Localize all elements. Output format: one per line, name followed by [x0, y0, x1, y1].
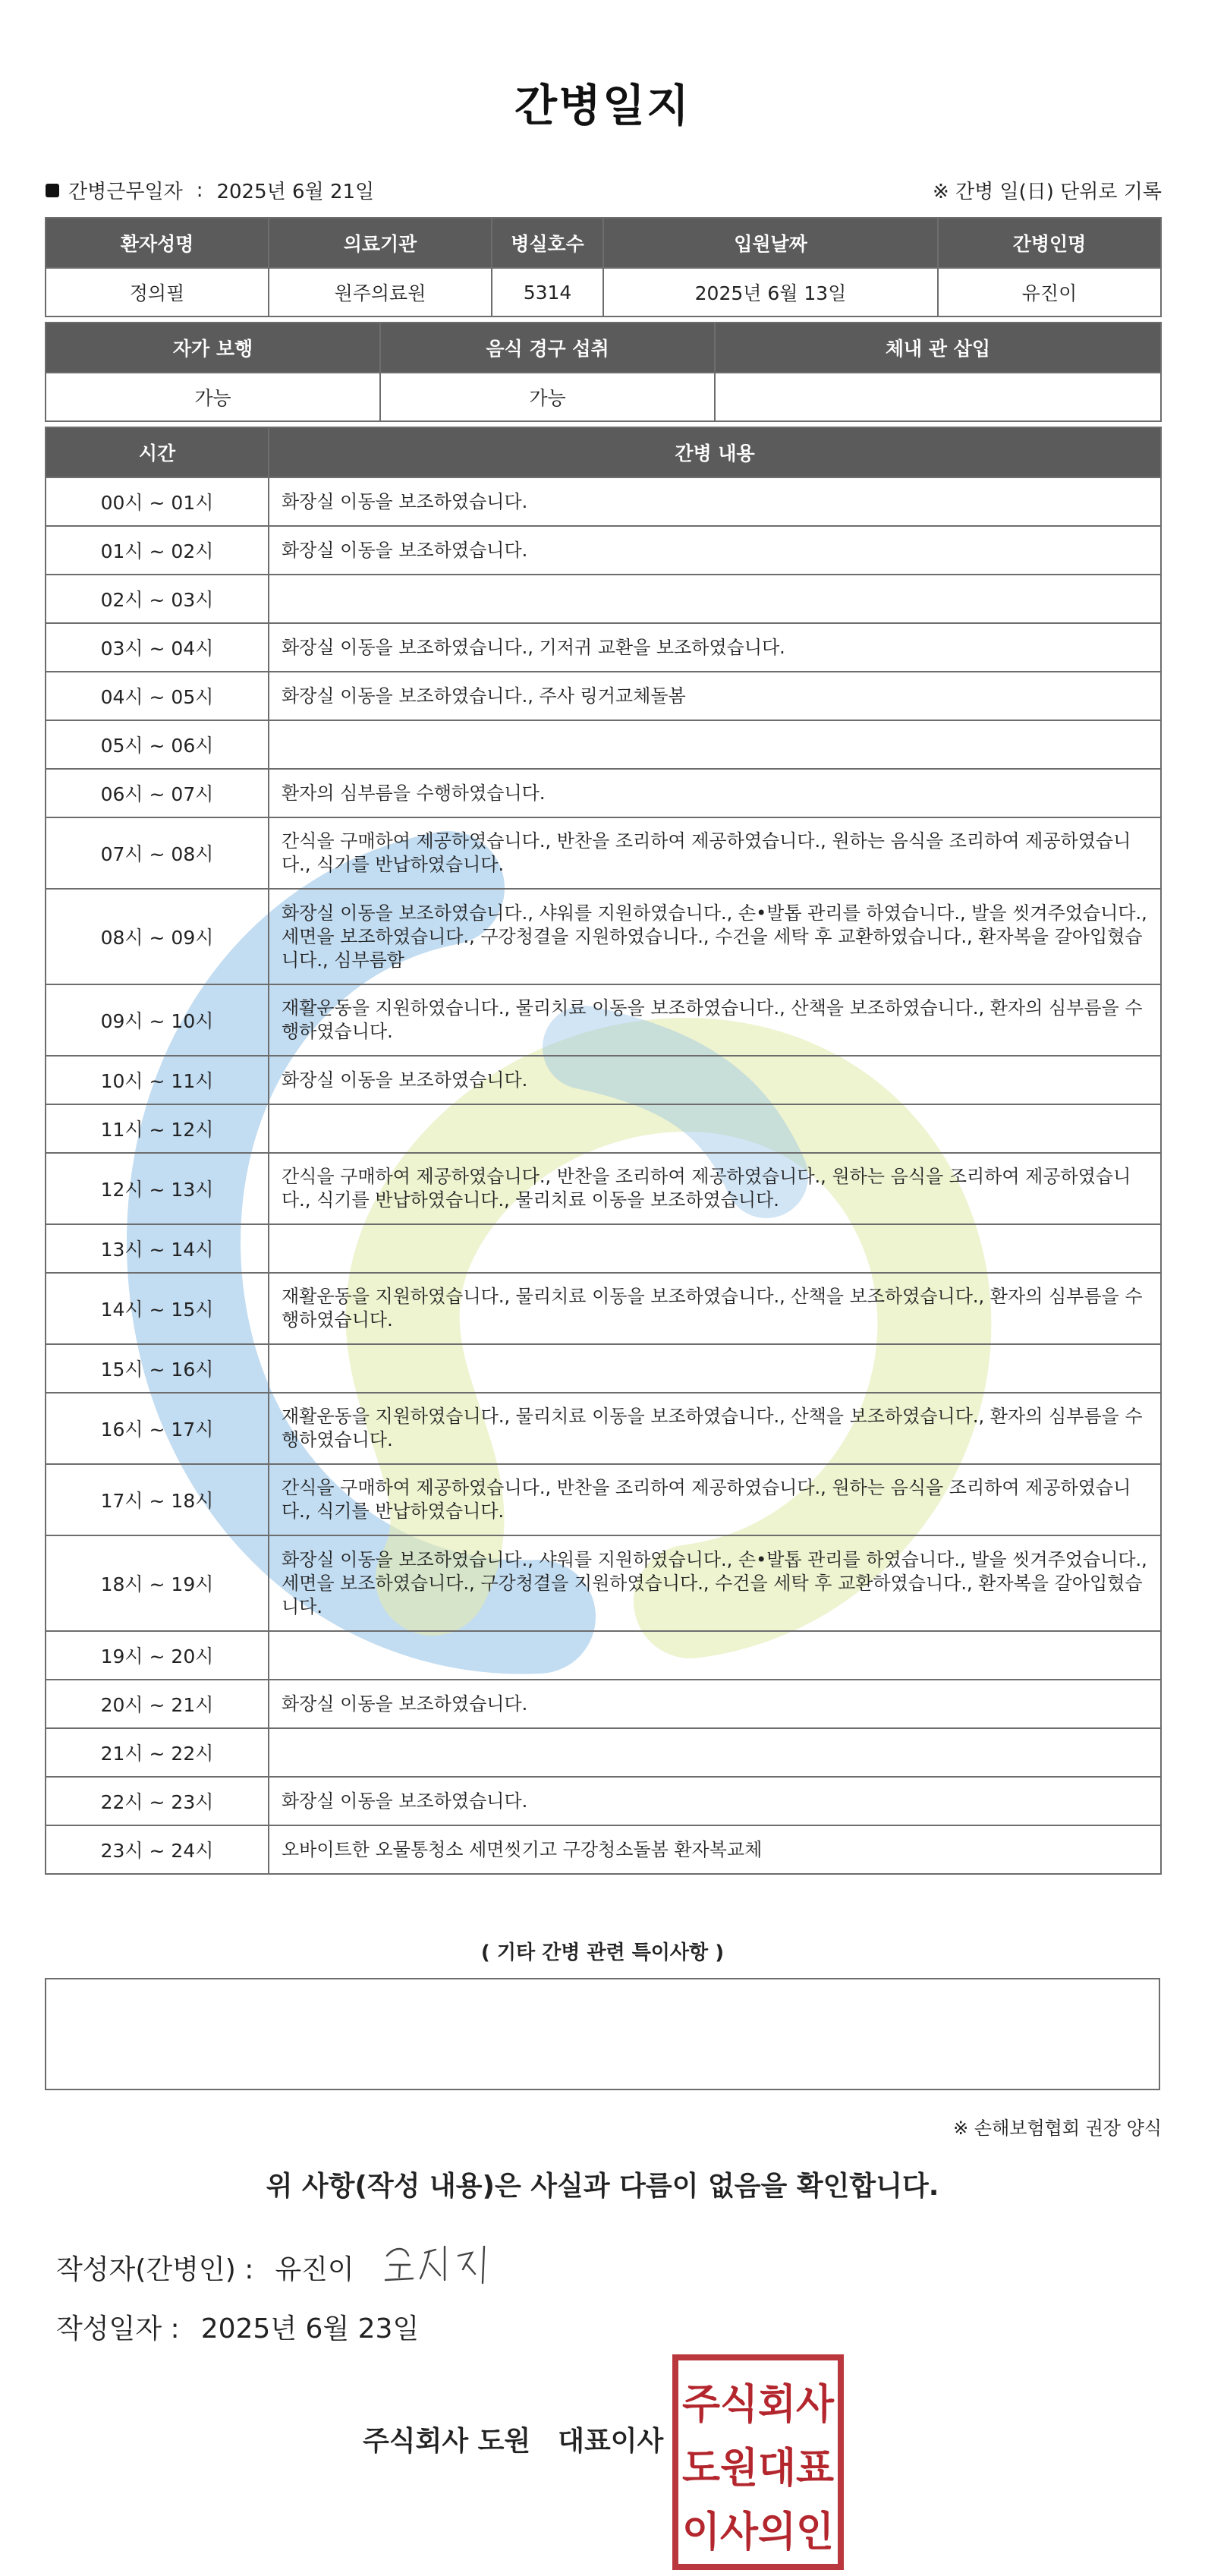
written-date-line	[56, 2307, 419, 2346]
patient-status-value-row	[46, 373, 1161, 421]
care-log-note	[269, 1631, 1161, 1680]
header-patient-name: 환자성명	[46, 218, 269, 268]
confirmation-statement: 위 사항(작성 내용)은 사실과 다름이 없음을 확인합니다.	[266, 2171, 939, 2202]
care-log-time: 02시 ~ 03시	[46, 575, 269, 623]
care-log-note	[269, 1104, 1161, 1153]
handwritten-signature	[379, 2233, 508, 2294]
care-log-note: 환자의 심부름을 수행하였습니다.	[269, 769, 1161, 817]
care-log-time: 21시 ~ 22시	[46, 1728, 269, 1777]
care-log-note	[269, 1344, 1161, 1393]
care-log-row	[46, 1393, 1161, 1464]
header-tube-insertion: 체내 관 삽입	[715, 323, 1161, 373]
care-log-row	[46, 1056, 1161, 1104]
writer-name: 유진이	[275, 2254, 354, 2285]
care-log-note: 화장실 이동을 보조하였습니다.	[269, 1056, 1161, 1104]
care-log-row	[46, 1825, 1161, 1874]
care-log-row	[46, 1224, 1161, 1273]
care-log-time: 23시 ~ 24시	[46, 1825, 269, 1874]
care-log-note: 재활운동을 지원하였습니다., 물리치료 이동을 보조하였습니다., 산책을 보조하였습니다., 환자의 심부름을 수행하였습니다.	[269, 1273, 1161, 1344]
care-log-row	[46, 984, 1161, 1056]
company-name: 주식회사 도원	[363, 2426, 531, 2457]
tube-insertion-value	[715, 373, 1161, 421]
care-log-note	[269, 1728, 1161, 1777]
svg-text:주식회사: 주식회사	[682, 2380, 835, 2428]
care-log-row	[46, 526, 1161, 575]
caregiver-name: 유진이	[938, 268, 1161, 316]
special-notes-title: ( 기타 간병 관련 특이사항 )	[480, 1941, 725, 1964]
care-log-time: 15시 ~ 16시	[46, 1344, 269, 1393]
care-log-note: 화장실 이동을 보조하였습니다.	[269, 1680, 1161, 1728]
header-oral-intake: 음식 경구 섭취	[380, 323, 715, 373]
care-log-row	[46, 623, 1161, 672]
care-log-note: 간식을 구매하여 제공하였습니다., 반찬을 조리하여 제공하였습니다., 원하는 음식을 조리하여 제공하였습니다., 식기를 반납하였습니다.	[269, 1464, 1161, 1535]
care-log-note	[269, 720, 1161, 769]
header-hospital: 의료기관	[269, 218, 492, 268]
care-log-note: 간식을 구매하여 제공하였습니다., 반찬을 조리하여 제공하였습니다., 원하는 음식을 조리하여 제공하였습니다., 식기를 반납하였습니다.	[269, 817, 1161, 889]
care-log-time: 14시 ~ 15시	[46, 1273, 269, 1344]
patient-status-header-row	[46, 323, 1161, 373]
care-log-time: 00시 ~ 01시	[46, 477, 269, 526]
svg-text:이사의인: 이사의인	[682, 2508, 834, 2556]
written-date-label: 작성일자 :	[56, 2313, 180, 2345]
care-log-time: 18시 ~ 19시	[46, 1535, 269, 1631]
care-log-table	[45, 427, 1162, 1875]
care-log-note	[269, 575, 1161, 623]
patient-info-table	[45, 217, 1162, 317]
page-title: 간병일지	[514, 80, 691, 131]
care-log-time: 17시 ~ 18시	[46, 1464, 269, 1535]
care-log-time: 22시 ~ 23시	[46, 1777, 269, 1825]
self-walking-value: 가능	[46, 373, 380, 421]
care-log-row	[46, 1104, 1161, 1153]
care-log-note: 화장실 이동을 보조하였습니다.	[269, 1777, 1161, 1825]
care-log-time: 06시 ~ 07시	[46, 769, 269, 817]
work-date-line	[46, 176, 374, 204]
care-log-note: 화장실 이동을 보조하였습니다., 샤워를 지원하였습니다., 손•발톱 관리를 하였습니다., 발을 씻겨주었습니다., 세면을 보조하였습니다., 구강청결을 지원하였습니다., 수건을 세탁 후 교환하였습니다., 환자복을 갈아입혔습니다.	[269, 1535, 1161, 1631]
care-log-time: 04시 ~ 05시	[46, 672, 269, 720]
care-log-note: 화장실 이동을 보조하였습니다., 주사 링거교체돌봄	[269, 672, 1161, 720]
care-log-row	[46, 575, 1161, 623]
care-log-time: 05시 ~ 06시	[46, 720, 269, 769]
care-log-row	[46, 1777, 1161, 1825]
care-log-time: 08시 ~ 09시	[46, 889, 269, 984]
company-seal-stamp	[671, 2353, 845, 2571]
care-log-row	[46, 1464, 1161, 1535]
special-notes-box	[45, 1978, 1160, 2090]
care-log-note: 화장실 이동을 보조하였습니다., 샤워를 지원하였습니다., 손•발톱 관리를 하였습니다., 발을 씻겨주었습니다., 세면을 보조하였습니다., 구강청결을 지원하였습니다., 수건을 세탁 후 교환하였습니다., 환자복을 갈아입혔습니다., 심부름함	[269, 889, 1161, 984]
form-source-note: ※ 손해보험협회 권장 양식	[953, 2118, 1162, 2139]
care-log-row	[46, 769, 1161, 817]
oral-intake-value: 가능	[380, 373, 715, 421]
care-log-body	[46, 477, 1161, 1874]
care-log-row	[46, 1153, 1161, 1224]
work-date-label: 간병근무일자	[68, 181, 183, 203]
patient-info-header-row	[46, 218, 1161, 268]
care-log-row	[46, 1344, 1161, 1393]
header-caregiver-name: 간병인명	[938, 218, 1161, 268]
header-self-walking: 자가 보행	[46, 323, 380, 373]
work-date-value: 2025년 6월 21일	[216, 181, 375, 203]
room-number: 5314	[492, 268, 603, 316]
header-care-content: 간병 내용	[269, 427, 1161, 477]
care-log-time: 11시 ~ 12시	[46, 1104, 269, 1153]
care-log-note: 재활운동을 지원하였습니다., 물리치료 이동을 보조하였습니다., 산책을 보조하였습니다., 환자의 심부름을 수행하였습니다.	[269, 1393, 1161, 1464]
care-log-time: 03시 ~ 04시	[46, 623, 269, 672]
svg-text:도원대표: 도원대표	[682, 2444, 834, 2492]
care-log-time: 13시 ~ 14시	[46, 1224, 269, 1273]
care-log-time: 19시 ~ 20시	[46, 1631, 269, 1680]
care-log-row	[46, 1728, 1161, 1777]
bullet-square-icon	[46, 184, 59, 197]
writer-line	[56, 2248, 354, 2287]
care-log-time: 12시 ~ 13시	[46, 1153, 269, 1224]
care-log-row	[46, 477, 1161, 526]
care-log-note: 오바이트한 오물통청소 세면씻기고 구강청소돌봄 환자복교체	[269, 1825, 1161, 1874]
care-log-row	[46, 720, 1161, 769]
header-time: 시간	[46, 427, 269, 477]
care-log-note: 화장실 이동을 보조하였습니다., 기저귀 교환을 보조하였습니다.	[269, 623, 1161, 672]
care-log-time: 20시 ~ 21시	[46, 1680, 269, 1728]
admission-date: 2025년 6월 13일	[603, 268, 938, 316]
patient-name: 정의필	[46, 268, 269, 316]
care-log-row	[46, 817, 1161, 889]
header-admission-date: 입원날짜	[603, 218, 938, 268]
care-log-time: 01시 ~ 02시	[46, 526, 269, 575]
care-log-time: 10시 ~ 11시	[46, 1056, 269, 1104]
representative-title: 대표이사	[558, 2426, 664, 2457]
company-signature-line	[363, 2420, 663, 2458]
care-log-row	[46, 672, 1161, 720]
care-log-row	[46, 1631, 1161, 1680]
care-log-note: 화장실 이동을 보조하였습니다.	[269, 477, 1161, 526]
care-log-row	[46, 1273, 1161, 1344]
care-log-header-row	[46, 427, 1161, 477]
written-date-value: 2025년 6월 23일	[200, 2313, 420, 2345]
care-log-note: 재활운동을 지원하였습니다., 물리치료 이동을 보조하였습니다., 산책을 보조하였습니다., 환자의 심부름을 수행하였습니다.	[269, 984, 1161, 1056]
care-log-row	[46, 1680, 1161, 1728]
care-log-time: 09시 ~ 10시	[46, 984, 269, 1056]
care-log-row	[46, 889, 1161, 984]
hospital-name: 원주의료원	[269, 268, 492, 316]
writer-label: 작성자(간병인) :	[56, 2254, 254, 2285]
header-room-number: 병실호수	[492, 218, 603, 268]
care-log-note: 간식을 구매하여 제공하였습니다., 반찬을 조리하여 제공하였습니다., 원하는 음식을 조리하여 제공하였습니다., 식기를 반납하였습니다., 물리치료 이동을 보조하였습니다.	[269, 1153, 1161, 1224]
care-log-note	[269, 1224, 1161, 1273]
care-log-time: 07시 ~ 08시	[46, 817, 269, 889]
record-unit-note: ※ 간병 일(日) 단위로 기록	[932, 181, 1162, 203]
work-date-separator: :	[196, 178, 203, 202]
patient-info-value-row	[46, 268, 1161, 316]
patient-status-table	[45, 322, 1162, 422]
care-log-row	[46, 1535, 1161, 1631]
care-log-time: 16시 ~ 17시	[46, 1393, 269, 1464]
care-log-note: 화장실 이동을 보조하였습니다.	[269, 526, 1161, 575]
